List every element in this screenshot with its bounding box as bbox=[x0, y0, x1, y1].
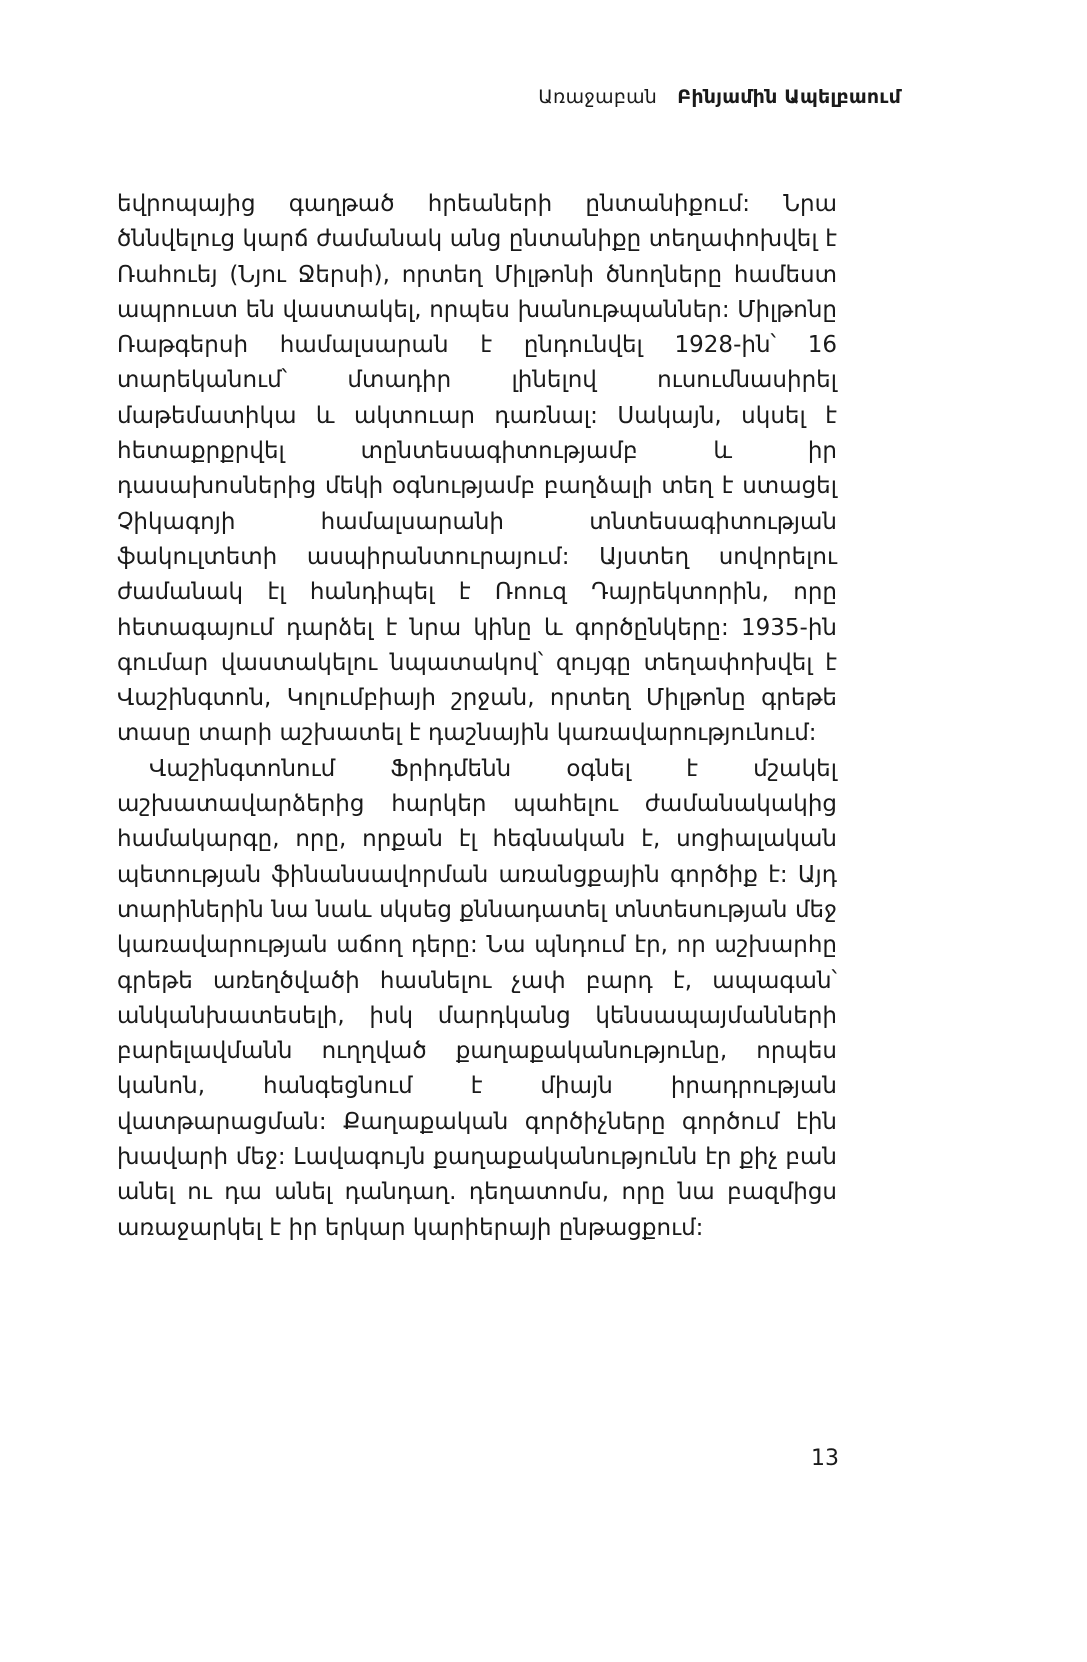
running-head-author: Բինյամին Ապելբաում bbox=[677, 86, 901, 108]
body-text bbox=[117, 187, 837, 1246]
page-number: 13 bbox=[811, 1446, 839, 1471]
running-head-section: Առաջաբան bbox=[538, 86, 658, 108]
running-head bbox=[538, 86, 901, 108]
paragraph-2: Վաշինգտոնում Ֆրիդմենն օգնել է մշակել աշխատավարձերից հարկեր պահելու ժամանակակից համակարգը, որը, որքան էլ հեգնական է, սոցիալական պետության ֆինանսավորման առանցքային գործիք է: Այդ տարիներին նա նաև սկսեց քննադատել տնտեսության մեջ կառավարության աճող դերը: Նա պնդում էր, որ աշխարհը գրեթե առեղծվածի հասնելու չափ բարդ է, ապագան՝ անկանխատեսելի, իսկ մարդկանց կենսապայմանների բարելավմանն ուղղված քաղաքականությունը, որպես կանոն, հանգեցնում է միայն իրադրության վատթարացման: Քաղաքական գործիչները գործում էին խավարի մեջ: Լավագույն քաղաքականությունն էր քիչ բան անել ու դա անել դանդաղ. դեղատոմս, որը նա բազմիցս առաջարկել է իր երկար կարիերայի ընթացքում: bbox=[117, 755, 837, 1241]
paragraph-1: եվրոպայից գաղթած հրեաների ընտանիքում: Նրա ծննվելուց կարճ ժամանակ անց ընտանիքը տեղափոխվել է Ռահուեյ (Նյու Ջերսի), որտեղ Միլթոնի ծնողները համեստ ապրուստ են վաստակել, որպես խանութպաններ: Միլթոնը Ռաթգերսի համալսարան է ընդունվել 1928-ին՝ 16 տարեկանում՝ մտադիր լինելով ուսումնասիրել մաթեմատիկա և ակտուար դառնալ: Սակայն, սկսել է հետաքրքրվել տընտեսագիտությամբ և իր դասախոսներից մեկի օգնությամբ բաղձալի տեղ է ստացել Չիկագոյի համալսարանի տնտեսագիտության ֆակուլտետի ասպիրանտուրայում: Այստեղ սովորելու ժամանակ էլ հանդիպել է Ռոուզ Դայրեկտորին, որը հետագայում դարձել է նրա կինը և գործընկերը: 1935-ին գումար վաստակելու նպատակով՝ զույգը տեղափոխվել է Վաշինգտոն, Կոլումբիայի շրջան, որտեղ Միլթոնը գրեթե տասը տարի աշխատել է դաշնային կառավարությունում: bbox=[117, 191, 837, 747]
